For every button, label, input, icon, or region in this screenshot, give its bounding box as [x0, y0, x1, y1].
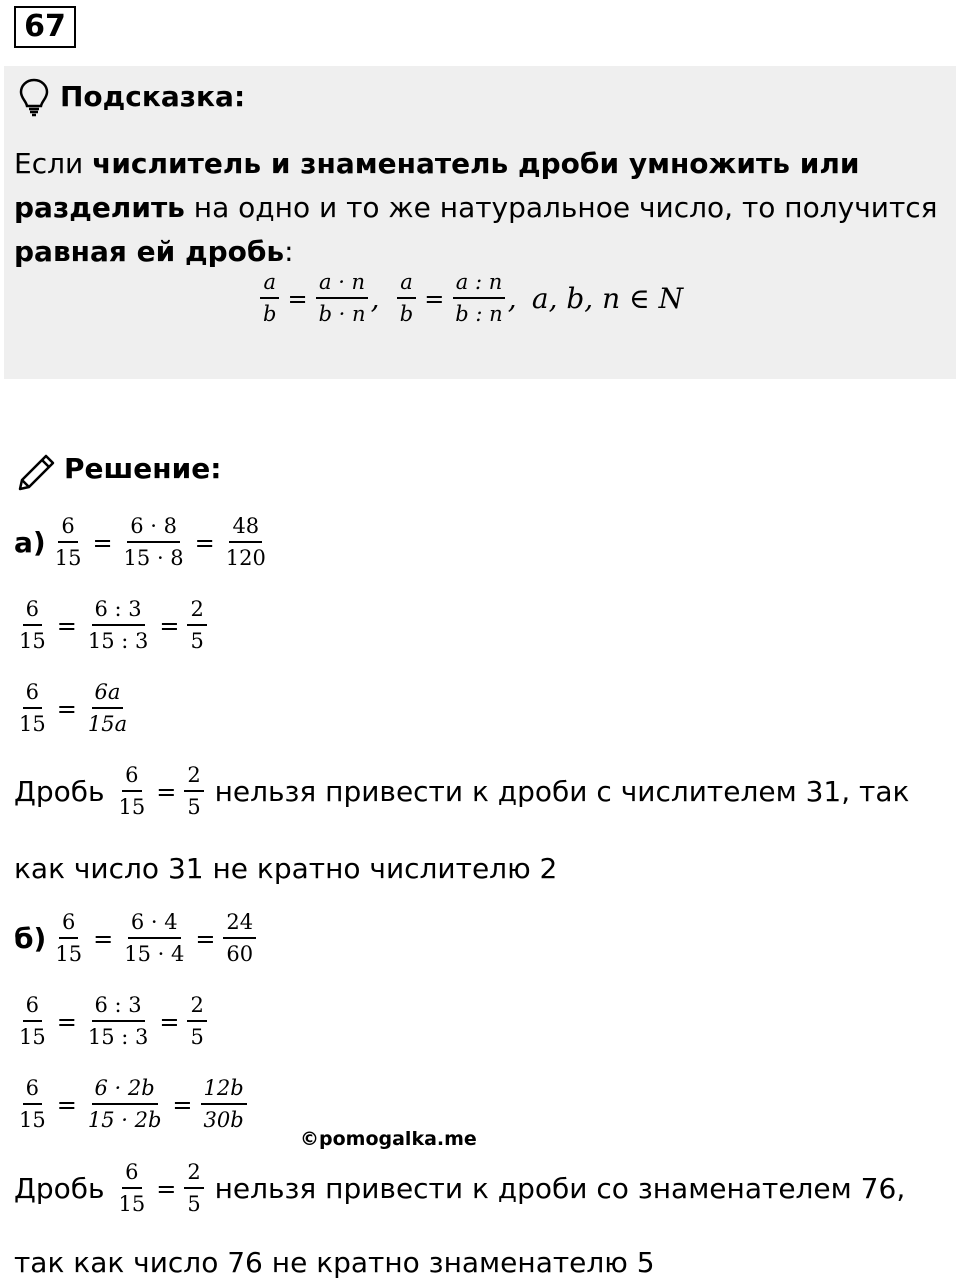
- hint-text: Если числитель и знаменатель дроби умножить или разделить на одно и то же натуральное число, то получится равная ей дробь:: [14, 147, 938, 268]
- part-a-line1: а) $\frac{6}{15}$ = $\frac{6 \cdot 8}{15 \cdot 8}$ = $\frac{48}{120}$: [14, 514, 266, 570]
- task-number: 67: [14, 6, 76, 48]
- part-b-conclusion: Дробь $\frac{6}{15}$ = $\frac{2}{5}$ нельзя привести к дроби со знаменателем 76,: [14, 1160, 906, 1216]
- part-a-conclusion: Дробь $\frac{6}{15}$ = $\frac{2}{5}$ нельзя привести к дроби с числителем 31, так: [14, 763, 910, 819]
- part-b-conclusion-2: так как число 76 не кратно знаменателю 5: [14, 1246, 655, 1279]
- pencil-icon: [16, 450, 58, 492]
- part-b-line3: $\frac{6}{15}$ = $\frac{6 \cdot 2b}{15 \cdot 2b}$ = $\frac{12b}{30b}$: [14, 1078, 249, 1131]
- part-a-conclusion-2: как число 31 не кратно числителю 2: [14, 852, 558, 885]
- hint-title: Подсказка:: [60, 80, 246, 113]
- part-b-line2: $\frac{6}{15}$ = $\frac{6 : 3}{15 : 3}$ = $\frac{2}{5}$: [14, 995, 209, 1048]
- lightbulb-icon: [18, 78, 50, 118]
- solution-title: Решение:: [64, 452, 222, 485]
- part-b-line1: б) $\frac{6}{15}$ = $\frac{6 \cdot 4}{15 \cdot 4}$ = $\frac{24}{60}$: [14, 912, 258, 965]
- hint-formula: $\frac{a}{b}$ = $\frac{a \cdot n}{b \cdot n}$ , $\frac{a}{b}$ = $\frac{a : n}{b : n}$ , a, b, n ∈ N: [258, 272, 683, 325]
- part-a-line2: $\frac{6}{15}$ = $\frac{6 : 3}{15 : 3}$ = $\frac{2}{5}$: [14, 599, 209, 652]
- watermark: ©pomogalka.me: [300, 1128, 477, 1150]
- part-a-line3: $\frac{6}{15}$ = $\frac{6a}{15a}$: [19, 680, 128, 736]
- formula-domain: a, b, n ∈ N: [531, 282, 684, 315]
